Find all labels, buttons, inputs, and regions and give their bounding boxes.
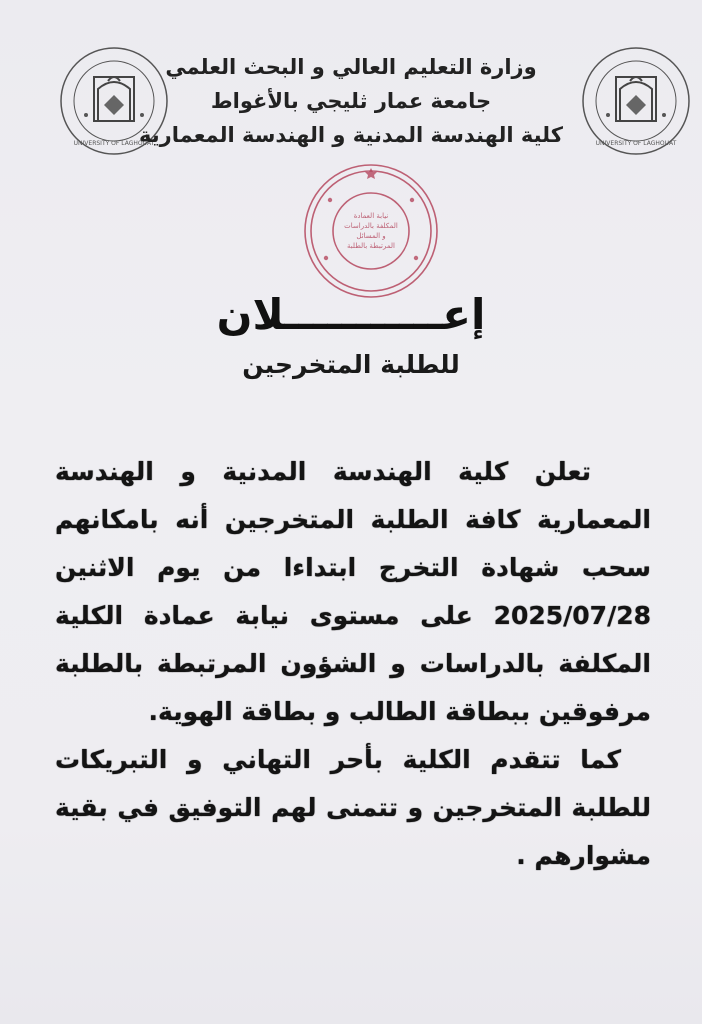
announcement-paragraph-1: تعلن كلية الهندسة المدنية و الهندسة المعمارية كافة الطلبة المتخرجين أنه بامكانهم سحب شهادة التخرج ابتداءا من يوم الاثنين 2025/07/28 على مستوى نيابة عمادة الكلية المكلفة بالدراسات و الشؤون المرتبطة بالطلبة مرفوقين ببطاقة الطالب و بطاقة الهوية. bbox=[55, 457, 651, 726]
announcement-paragraph-2: كما تتقدم الكلية بأحر التهاني و التبريكات للطلبة المتخرجين و تتمنى لهم التوفيق في بقية مشوارهم . bbox=[55, 745, 651, 870]
announcement-body bbox=[55, 448, 651, 880]
announcement-title: إعـــــــــــلان bbox=[216, 290, 486, 339]
svg-text:UNIVERSITY OF LAGHOUAT: UNIVERSITY OF LAGHOUAT bbox=[595, 140, 677, 147]
letterhead bbox=[0, 50, 702, 152]
faculty-name: كلية الهندسة المدنية و الهندسة المعمارية bbox=[139, 123, 563, 147]
svg-text:المرتبطة بالطلبة: المرتبطة بالطلبة bbox=[347, 242, 395, 250]
svg-text:UNIVERSITY OF LAGHOUAT: UNIVERSITY OF LAGHOUAT bbox=[73, 140, 155, 147]
university-name: جامعة عمار ثليجي بالأغواط bbox=[210, 89, 492, 113]
svg-text:و المسائل: و المسائل bbox=[356, 232, 386, 240]
ministry-name: وزارة التعليم العالي و البحث العلمي bbox=[165, 55, 537, 79]
svg-text:نيابة العمادة: نيابة العمادة bbox=[353, 212, 389, 220]
official-stamp bbox=[300, 160, 442, 302]
announcement-subtitle: للطلبة المتخرجين bbox=[242, 350, 460, 379]
svg-text:المكلفة بالدراسات: المكلفة بالدراسات bbox=[344, 222, 398, 230]
